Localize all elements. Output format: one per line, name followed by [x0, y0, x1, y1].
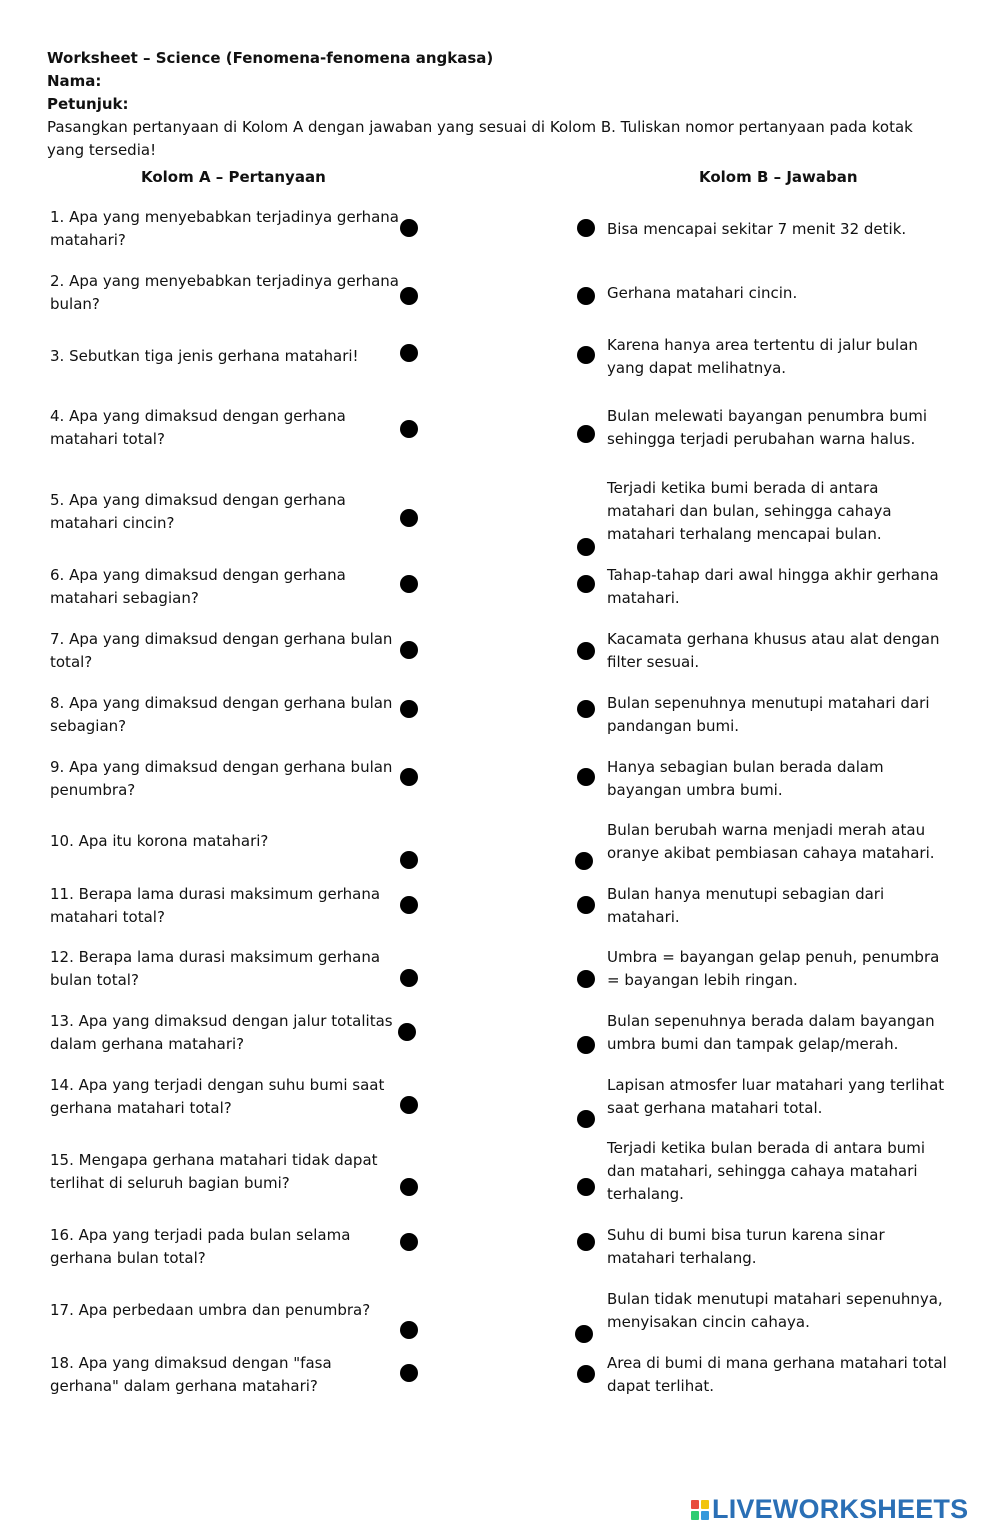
question-1-dot[interactable]: [400, 219, 418, 237]
answer-6-dot[interactable]: [577, 575, 595, 593]
question-7-dot[interactable]: [400, 641, 418, 659]
answer-8-dot[interactable]: [577, 700, 595, 718]
answer-2: Gerhana matahari cincin.: [607, 284, 798, 302]
answer-12: Umbra = bayangan gelap penuh, penumbra = bayangan lebih ringan.: [607, 948, 940, 989]
answer-18: Area di bumi di mana gerhana matahari total dapat terlihat.: [607, 1354, 947, 1395]
answer-15-dot[interactable]: [577, 1178, 595, 1196]
liveworksheets-logo[interactable]: [691, 1494, 968, 1525]
answer-7: Kacamata gerhana khusus atau alat dengan filter sesuai.: [607, 630, 940, 671]
question-14-dot[interactable]: [400, 1096, 418, 1114]
column-a-title: Kolom A – Pertanyaan: [141, 168, 326, 186]
question-16-dot[interactable]: [400, 1233, 418, 1251]
answer-11: Bulan hanya menutupi sebagian dari matahari.: [607, 885, 885, 926]
answer-17-dot[interactable]: [575, 1325, 593, 1343]
question-11: 11. Berapa lama durasi maksimum gerhana matahari total?: [50, 885, 381, 926]
question-15: 15. Mengapa gerhana matahari tidak dapat terlihat di seluruh bagian bumi?: [50, 1151, 378, 1192]
answer-14-dot[interactable]: [577, 1110, 595, 1128]
answer-6: Tahap-tahap dari awal hingga akhir gerhana matahari.: [607, 566, 939, 607]
liveworksheets-logo-text: LIVEWORKSHEETS: [712, 1494, 969, 1524]
question-12-dot[interactable]: [400, 969, 418, 987]
answer-8: Bulan sepenuhnya menutupi matahari dari pandangan bumi.: [607, 694, 930, 735]
answer-18-dot[interactable]: [577, 1365, 595, 1383]
answer-2-dot[interactable]: [577, 287, 595, 305]
question-18: 18. Apa yang dimaksud dengan "fasa gerhana" dalam gerhana matahari?: [50, 1354, 332, 1395]
question-10-dot[interactable]: [400, 851, 418, 869]
question-13-dot[interactable]: [398, 1023, 416, 1041]
answer-13: Bulan sepenuhnya berada dalam bayangan umbra bumi dan tampak gelap/merah.: [607, 1012, 935, 1053]
question-17-dot[interactable]: [400, 1321, 418, 1339]
answer-4: Bulan melewati bayangan penumbra bumi sehingga terjadi perubahan warna halus.: [607, 407, 928, 448]
question-10: 10. Apa itu korona matahari?: [50, 832, 269, 850]
answer-11-dot[interactable]: [577, 896, 595, 914]
question-15-dot[interactable]: [400, 1178, 418, 1196]
answer-12-dot[interactable]: [577, 970, 595, 988]
answer-3-dot[interactable]: [577, 346, 595, 364]
question-5: 5. Apa yang dimaksud dengan gerhana matahari cincin?: [50, 491, 346, 532]
answer-16-dot[interactable]: [577, 1233, 595, 1251]
answer-7-dot[interactable]: [577, 642, 595, 660]
question-3-dot[interactable]: [400, 344, 418, 362]
question-6: 6. Apa yang dimaksud dengan gerhana matahari sebagian?: [50, 566, 346, 607]
question-4: 4. Apa yang dimaksud dengan gerhana matahari total?: [50, 407, 346, 448]
answer-13-dot[interactable]: [577, 1036, 595, 1054]
instruction-label: Petunjuk:: [47, 95, 129, 113]
question-13: 13. Apa yang dimaksud dengan jalur totalitas dalam gerhana matahari?: [50, 1012, 393, 1053]
column-b-title: Kolom B – Jawaban: [699, 168, 858, 186]
answer-16: Suhu di bumi bisa turun karena sinar matahari terhalang.: [607, 1226, 885, 1267]
question-18-dot[interactable]: [400, 1364, 418, 1382]
question-9-dot[interactable]: [400, 768, 418, 786]
question-2-dot[interactable]: [400, 287, 418, 305]
answer-9: Hanya sebagian bulan berada dalam bayangan umbra bumi.: [607, 758, 884, 799]
answer-4-dot[interactable]: [577, 425, 595, 443]
liveworksheets-logo-icon: [691, 1500, 709, 1520]
answer-3: Karena hanya area tertentu di jalur bulan yang dapat melihatnya.: [607, 336, 918, 377]
question-12: 12. Berapa lama durasi maksimum gerhana bulan total?: [50, 948, 381, 989]
answer-5-dot[interactable]: [577, 538, 595, 556]
instruction-text: Pasangkan pertanyaan di Kolom A dengan jawaban yang sesuai di Kolom B. Tuliskan nomor pertanyaan pada kotak yang tersedia!: [47, 118, 913, 159]
question-3: 3. Sebutkan tiga jenis gerhana matahari!: [50, 347, 359, 365]
answer-1: Bisa mencapai sekitar 7 menit 32 detik.: [607, 220, 907, 238]
answer-9-dot[interactable]: [577, 768, 595, 786]
question-8-dot[interactable]: [400, 700, 418, 718]
question-14: 14. Apa yang terjadi dengan suhu bumi saat gerhana matahari total?: [50, 1076, 385, 1117]
question-4-dot[interactable]: [400, 420, 418, 438]
question-6-dot[interactable]: [400, 575, 418, 593]
question-2: 2. Apa yang menyebabkan terjadinya gerhana bulan?: [50, 272, 399, 313]
question-8: 8. Apa yang dimaksud dengan gerhana bulan sebagian?: [50, 694, 393, 735]
answer-1-dot[interactable]: [577, 219, 595, 237]
answer-10: Bulan berubah warna menjadi merah atau oranye akibat pembiasan cahaya matahari.: [607, 821, 935, 862]
question-16: 16. Apa yang terjadi pada bulan selama gerhana bulan total?: [50, 1226, 351, 1267]
name-label: Nama:: [47, 72, 102, 90]
question-9: 9. Apa yang dimaksud dengan gerhana bulan penumbra?: [50, 758, 393, 799]
answer-15: Terjadi ketika bulan berada di antara bumi dan matahari, sehingga cahaya matahari terhalang.: [607, 1139, 926, 1203]
question-5-dot[interactable]: [400, 509, 418, 527]
question-7: 7. Apa yang dimaksud dengan gerhana bulan total?: [50, 630, 393, 671]
answer-10-dot[interactable]: [575, 852, 593, 870]
answer-5: Terjadi ketika bumi berada di antara matahari dan bulan, sehingga cahaya matahari terhalang mencapai bulan.: [607, 479, 892, 543]
answer-14: Lapisan atmosfer luar matahari yang terlihat saat gerhana matahari total.: [607, 1076, 945, 1117]
worksheet-title: Worksheet – Science (Fenomena-fenomena angkasa): [47, 49, 494, 67]
question-1: 1. Apa yang menyebabkan terjadinya gerhana matahari?: [50, 208, 399, 249]
answer-17: Bulan tidak menutupi matahari sepenuhnya, menyisakan cincin cahaya.: [607, 1290, 943, 1331]
question-17: 17. Apa perbedaan umbra dan penumbra?: [50, 1301, 371, 1319]
question-11-dot[interactable]: [400, 896, 418, 914]
